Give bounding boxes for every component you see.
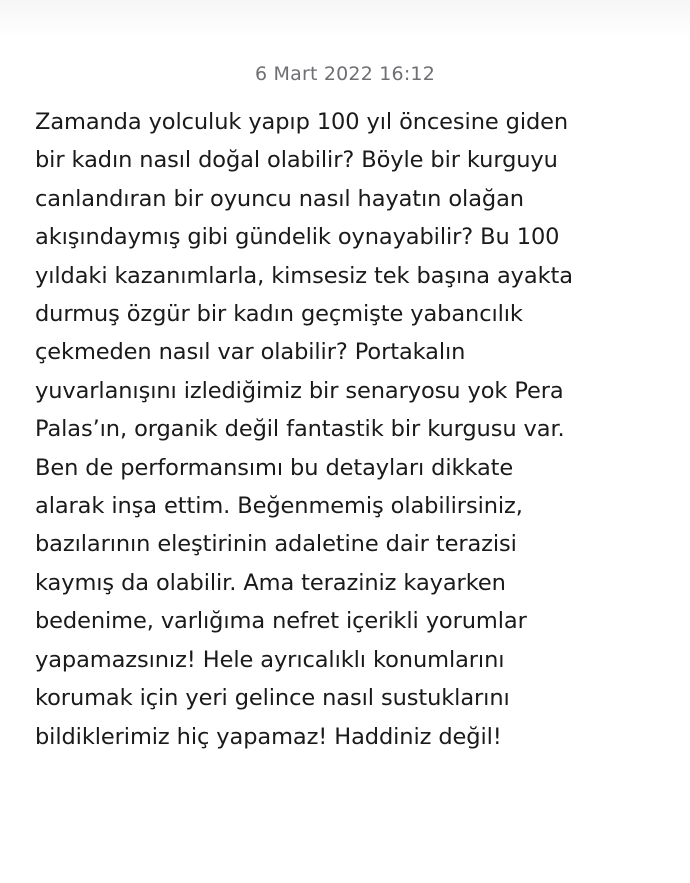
note-line: Zamanda yolculuk yapıp 100 yıl öncesine giden — [35, 109, 569, 135]
note-line: bildiklerimiz hiç yapamaz! Haddiniz değil! — [35, 723, 502, 750]
note-line: çekmeden nasıl var olabilir? Portakalın — [35, 339, 466, 366]
note-line: bir kadın nasıl doğal olabilir? Böyle bir kurguyu — [35, 147, 558, 174]
note-line: yuvarlanışını izlediğimiz bir senaryosu yok Pera — [35, 377, 564, 404]
note-line: Ben de performansımı bu detayları dikkate — [35, 454, 514, 481]
note-line: korumak için yeri gelince nasıl sustuklarını — [35, 685, 510, 712]
note-timestamp: 6 Mart 2022 16:12 — [254, 63, 435, 85]
note-line: durmuş özgür bir kadın geçmişte yabancılık — [35, 301, 523, 328]
note-line: bazılarının eleştirinin adaletine dair terazisi — [35, 531, 517, 558]
note-line: canlandıran bir oyuncu nasıl hayatın olağan — [35, 185, 524, 212]
note-line: Palas’ın, organik değil fantastik bir kurgusu var. — [35, 416, 565, 443]
note-line: yapamazsınız! Hele ayrıcalıklı konumlarını — [35, 646, 505, 673]
note-line: bedenime, varlığıma nefret içerikli yorumlar — [35, 608, 527, 635]
note-line: kaymış da olabilir. Ama teraziniz kayarken — [35, 569, 506, 596]
note-line: akışındaymış gibi gündelik oynayabilir? Bu 100 — [35, 224, 560, 251]
note-body[interactable] — [35, 103, 675, 756]
note-line: alarak inşa ettim. Beğenmemiş olabilirsiniz, — [35, 493, 523, 520]
top-strip — [0, 0, 690, 38]
note-line: yıldaki kazanımlarla, kimsesiz tek başına ayakta — [35, 262, 573, 289]
